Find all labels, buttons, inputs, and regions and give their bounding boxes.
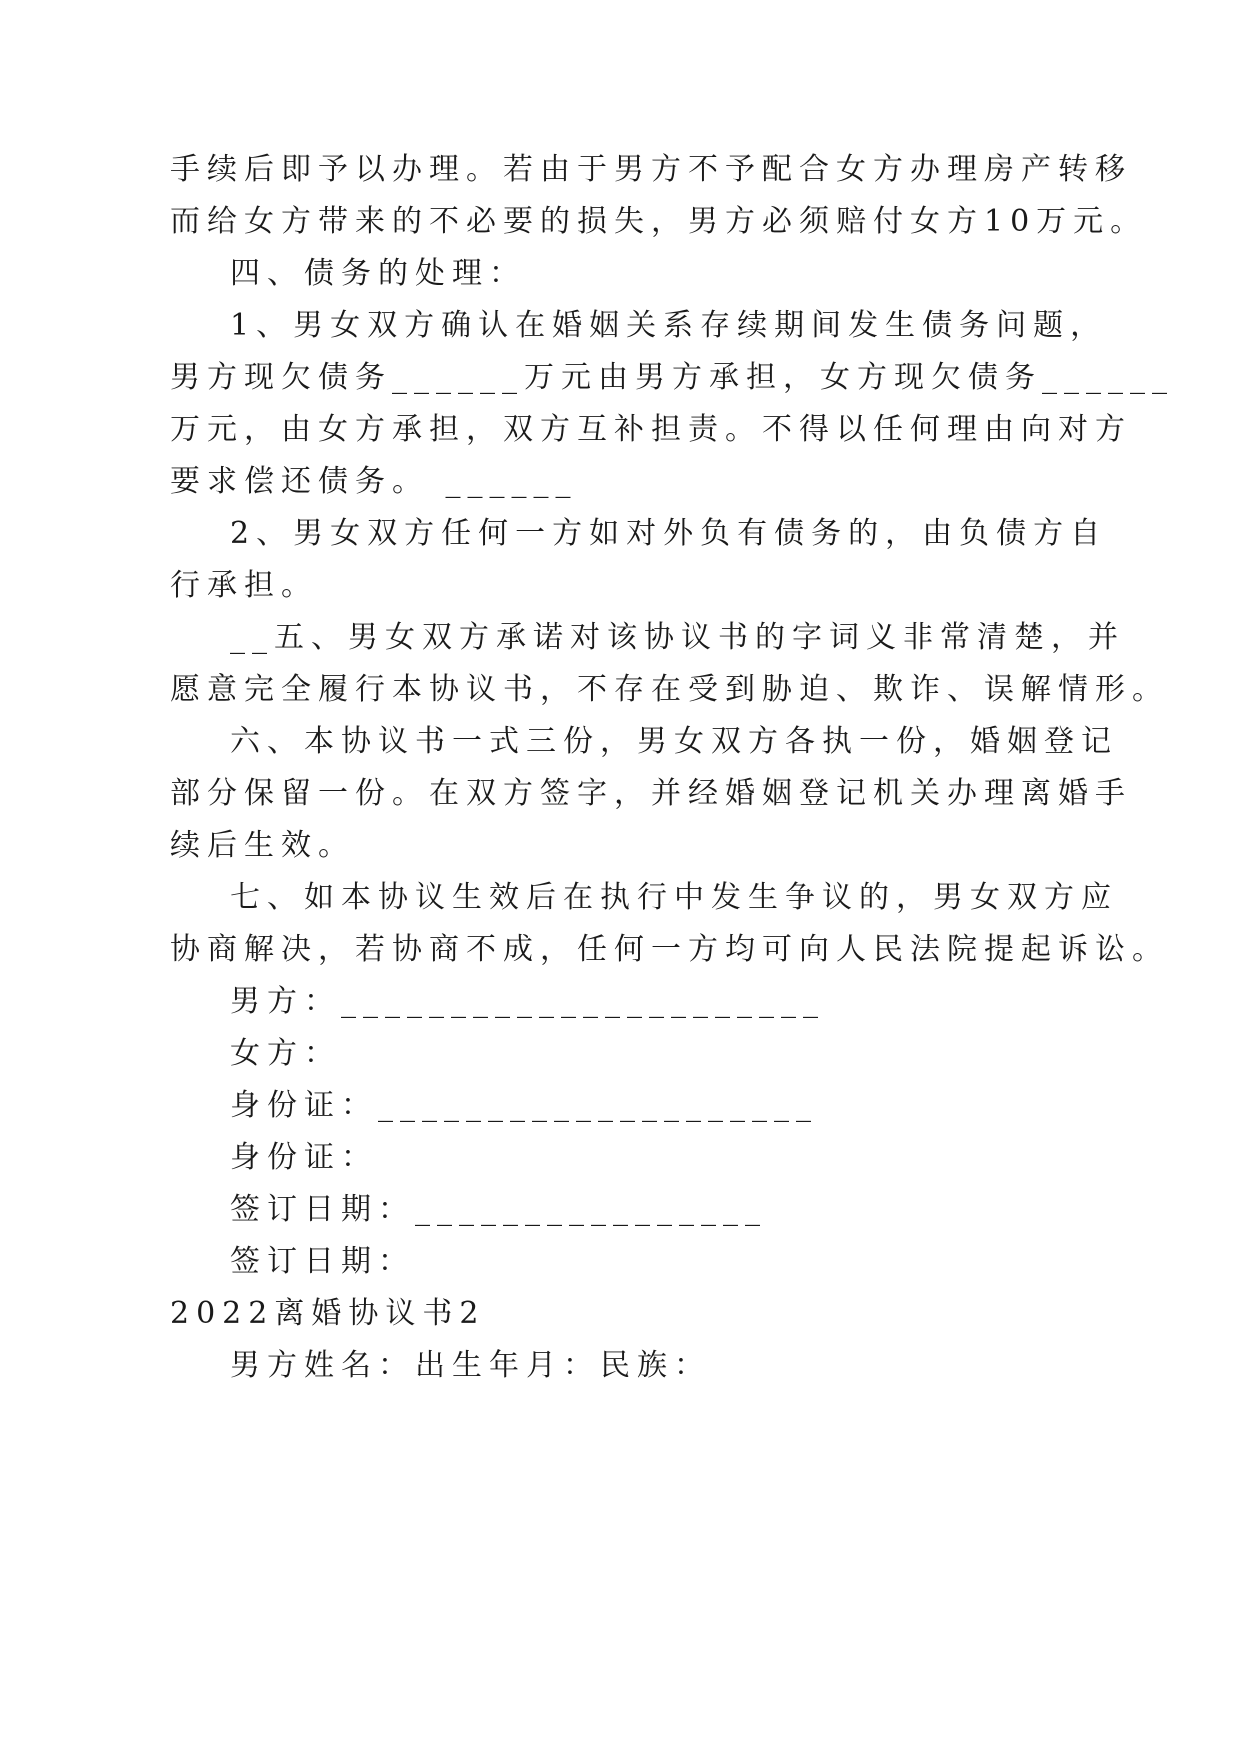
body-text-line: 2、男女双方任何一方如对外负有债务的，由负债方自 [230, 516, 1108, 551]
body-text-line: 协商解决，若协商不成，任何一方均可向人民法院提起诉讼。 [170, 932, 1169, 967]
section-heading-debts: 四、债务的处理： [230, 256, 526, 291]
sign-date-field: 签订日期：________________ [230, 1192, 767, 1227]
body-text-line: 而给女方带来的不必要的损失，男方必须赔付女方10万元。 [170, 204, 1148, 239]
id-card-field: 身份证： [230, 1140, 378, 1175]
body-text-line: 要求偿还债务。 ______ [170, 464, 578, 499]
signature-field-man: 男方：______________________ [230, 984, 825, 1019]
body-text-line: 六、本协议书一式三份，男女双方各执一份，婚姻登记 [230, 724, 1118, 759]
id-card-field: 身份证：____________________ [230, 1088, 818, 1123]
body-text-line: 愿意完全履行本协议书，不存在受到胁迫、欺诈、误解情形。 [170, 672, 1169, 707]
body-text-line: 1、男女双方确认在婚姻关系存续期间发生债务问题， [230, 308, 1108, 343]
body-text-line: 男方现欠债务______万元由男方承担，女方现欠债务______ [170, 360, 1174, 395]
body-text-line: 续后生效。 [170, 828, 355, 863]
body-text-line: 部分保留一份。在双方签字，并经婚姻登记机关办理离婚手 [170, 776, 1132, 811]
body-text-line: 七、如本协议生效后在执行中发生争议的，男女双方应 [230, 880, 1118, 915]
body-text-line: 万元，由女方承担，双方互补担责。不得以任何理由向对方 [170, 412, 1132, 447]
signature-field-woman: 女方： [230, 1036, 341, 1071]
body-text-line: 行承担。 [170, 568, 318, 603]
sign-date-field: 签订日期： [230, 1244, 415, 1279]
body-text-line: __五、男女双方承诺对该协议书的字词义非常清楚，并 [230, 620, 1125, 655]
document-title: 2022离婚协议书2 [170, 1296, 486, 1331]
body-text-line: 男方姓名：出生年月：民族： [230, 1348, 711, 1383]
body-text-line: 手续后即予以办理。若由于男方不予配合女方办理房产转移 [170, 152, 1132, 187]
